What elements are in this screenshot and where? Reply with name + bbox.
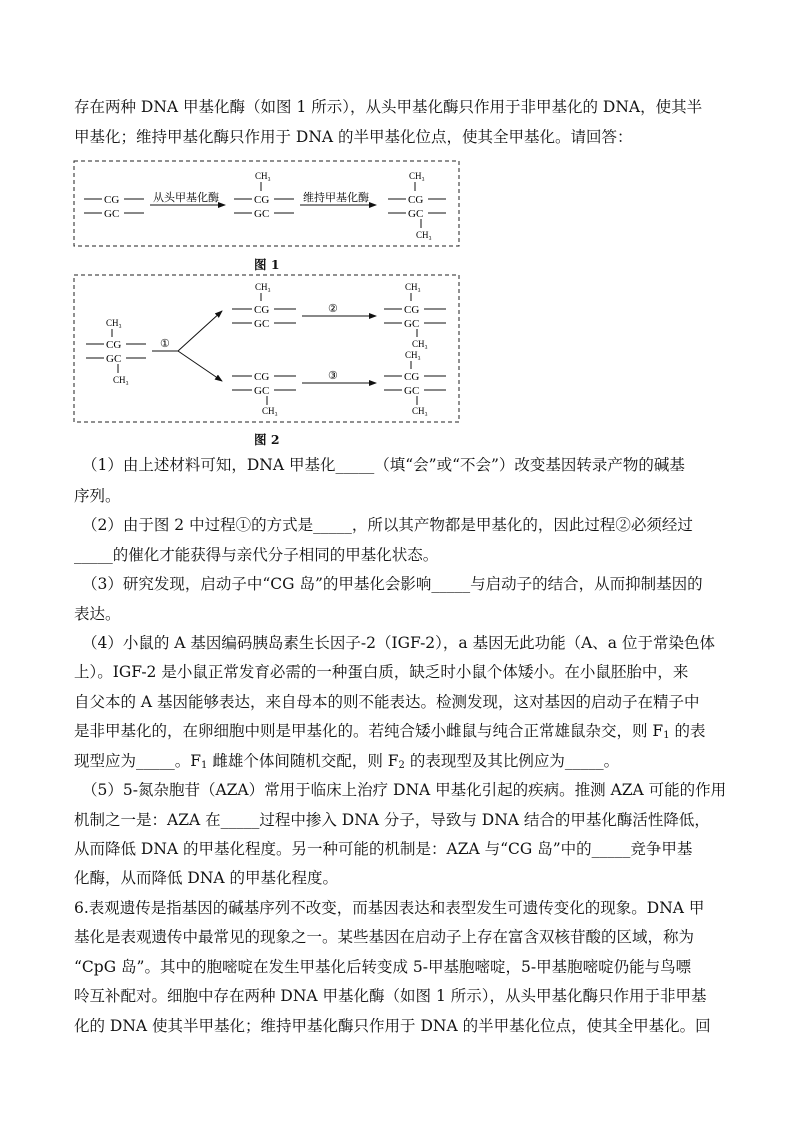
section6-line-2: 基化是表观遗传中最常见的现象之一。某些基因在启动子上存在富含双核苷酸的区域，称为	[74, 928, 695, 946]
intro-line-1: 存在两种 DNA 甲基化酶（如图 1 所示），从头甲基化酶只作用于非甲基化的 DNA，使其半	[74, 98, 703, 116]
fig1-unmethylated-dna	[84, 194, 144, 220]
question-1-line-2: 序列。	[74, 487, 121, 505]
figure-diagrams	[0, 0, 800, 460]
svg-text:CG: CG	[104, 194, 120, 206]
question-4-line-4: 是非甲基化的，在卵细胞中则是甲基化的。若纯合矮小雌鼠与纯合正常雄鼠杂交，则 $F_1$ 的表	[74, 722, 706, 741]
svg-text:②: ②	[328, 303, 338, 315]
svg-text:CG: CG	[254, 194, 270, 206]
svg-text:GC: GC	[404, 318, 420, 330]
fig1-arrow-1	[150, 190, 225, 205]
svg-text:CH₃: CH₃	[412, 339, 428, 349]
svg-text:CH₃: CH₃	[405, 350, 421, 360]
svg-text:CG: CG	[254, 371, 270, 383]
question-4-line-5: 现型应为_____。$F_1$ 雌雄个体间随机交配，则 $F_2$ 的表现型及其比例应为_____。	[74, 752, 620, 771]
svg-text:GC: GC	[254, 208, 270, 220]
svg-text:CH₃: CH₃	[262, 406, 278, 416]
question-4-line-1: （4）小鼠的 A 基因编码胰岛素生长因子-2（IGF-2），a 基因无此功能（A、a 位于常染色体	[82, 634, 715, 652]
svg-text:GC: GC	[408, 208, 424, 220]
question-5-line-3: 从而降低 DNA 的甲基化程度。另一种可能的机制是：AZA 与“CG 岛”中的_____竞争甲基	[74, 840, 693, 858]
svg-text:维持甲基化酶: 维持甲基化酶	[303, 192, 369, 204]
question-2-line-2: _____的催化才能获得与亲代分子相同的甲基化状态。	[74, 546, 439, 564]
svg-text:GC: GC	[254, 318, 270, 330]
fig2-step-3	[302, 370, 376, 383]
section6-line-4: 呤互补配对。细胞中存在两种 DNA 甲基化酶（如图 1 所示），从头甲基化酶只作用于非甲基	[74, 987, 707, 1005]
svg-text:CH₃: CH₃	[416, 230, 432, 240]
svg-text:CG: CG	[106, 339, 122, 351]
figure1-caption: 图 1	[254, 257, 280, 272]
svg-text:CH₃: CH₃	[405, 282, 421, 292]
question-1-line-1: （1）由上述材料可知，DNA 甲基化_____（填“会”或“不会”）改变基因转录产物的碱基	[82, 456, 685, 474]
svg-text:CG: CG	[404, 304, 420, 316]
svg-text:CH₃: CH₃	[113, 375, 129, 385]
question-5-line-2: 机制之一是：AZA 在_____过程中掺入 DNA 分子，导致与 DNA 结合的甲基化酶活性降低，	[74, 811, 710, 829]
svg-text:GC: GC	[104, 208, 120, 220]
fig2-upper-daughter-dna	[232, 282, 296, 330]
svg-text:GC: GC	[404, 385, 420, 397]
question-5-line-1: （5）5-氮杂胞苷（AZA）常用于临床上治疗 DNA 甲基化引起的疾病。推测 AZA 可能的作用	[82, 781, 727, 799]
svg-text:GC: GC	[254, 385, 270, 397]
fig2-upper-product-dna	[384, 282, 446, 349]
svg-text:CH₃: CH₃	[106, 318, 122, 328]
fig2-step-2	[302, 303, 376, 316]
svg-text:③: ③	[328, 370, 338, 382]
fig2-lower-daughter-dna	[232, 371, 296, 416]
question-4-line-2: 上）。IGF-2 是小鼠正常发育必需的一种蛋白质，缺乏时小鼠个体矮小。在小鼠胚胎中，来	[74, 663, 689, 681]
svg-text:CG: CG	[408, 194, 424, 206]
section6-line-5: 化的 DNA 使其半甲基化；维持甲基化酶只作用于 DNA 的半甲基化位点，使其全甲基化。回	[74, 1017, 711, 1035]
svg-text:CH₃: CH₃	[255, 171, 271, 181]
fig1-hemimethylated-dna	[234, 171, 294, 220]
svg-text:CH₃: CH₃	[255, 282, 271, 292]
question-5-line-4: 化酶，从而降低 DNA 的甲基化程度。	[74, 869, 339, 887]
section6-line-3: “CpG 岛”。其中的胞嘧啶在发生甲基化后转变成 5-甲基胞嘧啶，5-甲基胞嘧啶仍能与鸟嘌	[74, 958, 692, 976]
section6-line-1: 6.表观遗传是指基因的碱基序列不改变，而基因表达和表型发生可遗传变化的现象。DNA 甲	[74, 899, 705, 917]
fig2-lower-product-dna	[384, 350, 446, 416]
question-4-line-3: 自父本的 A 基因能够表达，来自母本的则不能表达。检测发现，这对基因的启动子在精子中	[74, 693, 700, 711]
fig2-parent-dna	[86, 318, 146, 385]
svg-text:从头甲基化酶: 从头甲基化酶	[153, 192, 219, 204]
figure2-caption: 图 2	[254, 432, 280, 447]
question-2-line-1: （2）由于图 2 中过程①的方式是_____，所以其产物都是甲基化的，因此过程②必须经过	[82, 516, 693, 534]
fig1-arrow-2	[300, 190, 376, 205]
svg-text:CH₃: CH₃	[412, 406, 428, 416]
intro-line-2: 甲基化；维持甲基化酶只作用于 DNA 的半甲基化位点，使其全甲基化。请回答：	[74, 128, 633, 146]
svg-text:CH₃: CH₃	[409, 171, 425, 181]
question-3-line-2: 表达。	[74, 605, 121, 623]
question-3-line-1: （3）研究发现，启动子中“CG 岛”的甲基化会影响_____与启动子的结合，从而抑制基因的	[82, 575, 703, 593]
svg-text:①: ①	[160, 338, 170, 350]
fig2-step-1	[152, 311, 222, 381]
fig1-fully-methylated-dna	[388, 171, 446, 240]
svg-text:CG: CG	[254, 304, 270, 316]
svg-text:GC: GC	[106, 353, 122, 365]
svg-text:CG: CG	[404, 371, 420, 383]
